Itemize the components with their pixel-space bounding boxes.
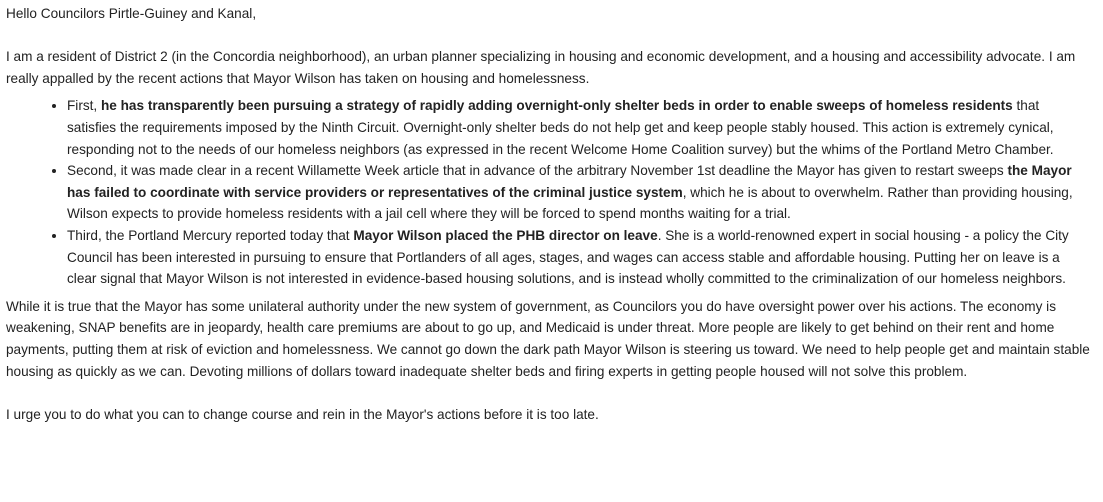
point-text: that satisfies the requirements imposed by the Ninth Circuit. Overnight-only shelter beds do not help get and keep people stably housed. This action is extremely cynical, responding not to the needs of our homeless neighbors (as expressed in the recent Welcome Home Coalition survey) but the whims of the Portland Metro Chamber. bbox=[67, 98, 1054, 157]
spacer bbox=[6, 382, 1094, 404]
closing-paragraph: I urge you to do what you can to change course and rein in the Mayor's actions before it is too late. bbox=[6, 406, 599, 422]
spacer bbox=[6, 25, 1094, 47]
point-text: . She is a world-renowned expert in social housing - a policy the City Council has been interested in pursuing to ensure that Portlanders of all ages, stages, and wages can access stable and affordable housing. Putting her on leave is a clear signal that Mayor Wilson is not interested in evidence-based housing solutions, and is instead wholly committed to the criminalization of our homeless neighbors. bbox=[67, 227, 1069, 287]
list-item bbox=[67, 160, 1094, 225]
body-paragraph: While it is true that the Mayor has some unilateral authority under the new system of government, as Councilors you do have oversight power over his actions. The economy is weakening, SNAP benefits are in jeopardy, health care premiums are about to go up, and Medicaid is under threat. More people are likely to get behind on their rent and home payments, putting them at risk of eviction and homelessness. We cannot go down the dark path Mayor Wilson is steering us toward. We need to help people get and maintain stable housing as quickly as we can. Devoting millions of dollars toward inadequate shelter beds and firing experts in getting people housed will not solve this problem. bbox=[6, 298, 1090, 379]
point-text: , which he is about to overwhelm. Rather than providing housing, Wilson expects to provide homeless residents with a jail cell where they will be forced to spend months waiting for a trial. bbox=[67, 184, 1073, 222]
point-emphasis: the Mayor has failed to coordinate with service providers or representatives of the criminal justice system bbox=[67, 163, 1072, 200]
point-text: Second, it was made clear in a recent Willamette Week article that in advance of the arbitrary November 1st deadline the Mayor has given to restart sweeps bbox=[67, 163, 1008, 179]
point-emphasis: he has transparently been pursuing a strategy of rapidly adding overnight-only shelter beds in order to enable sweeps of homeless residents bbox=[100, 98, 1013, 114]
concerns-list bbox=[6, 95, 1094, 289]
greeting: Hello Councilors Pirtle-Guiney and Kanal, bbox=[6, 6, 257, 21]
intro-paragraph: I am a resident of District 2 (in the Concordia neighborhood), an urban planner specializing in housing and economic development, and a housing and accessibility advocate. I am really appalled by the recent actions that Mayor Wilson has taken on housing and homelessness. bbox=[6, 49, 1076, 86]
point-text: Third, the Portland Mercury reported today that bbox=[67, 227, 354, 243]
point-text: First, bbox=[67, 98, 101, 114]
list-item bbox=[67, 225, 1094, 290]
point-emphasis: Mayor Wilson placed the PHB director on leave bbox=[353, 227, 658, 243]
list-item bbox=[67, 95, 1094, 160]
